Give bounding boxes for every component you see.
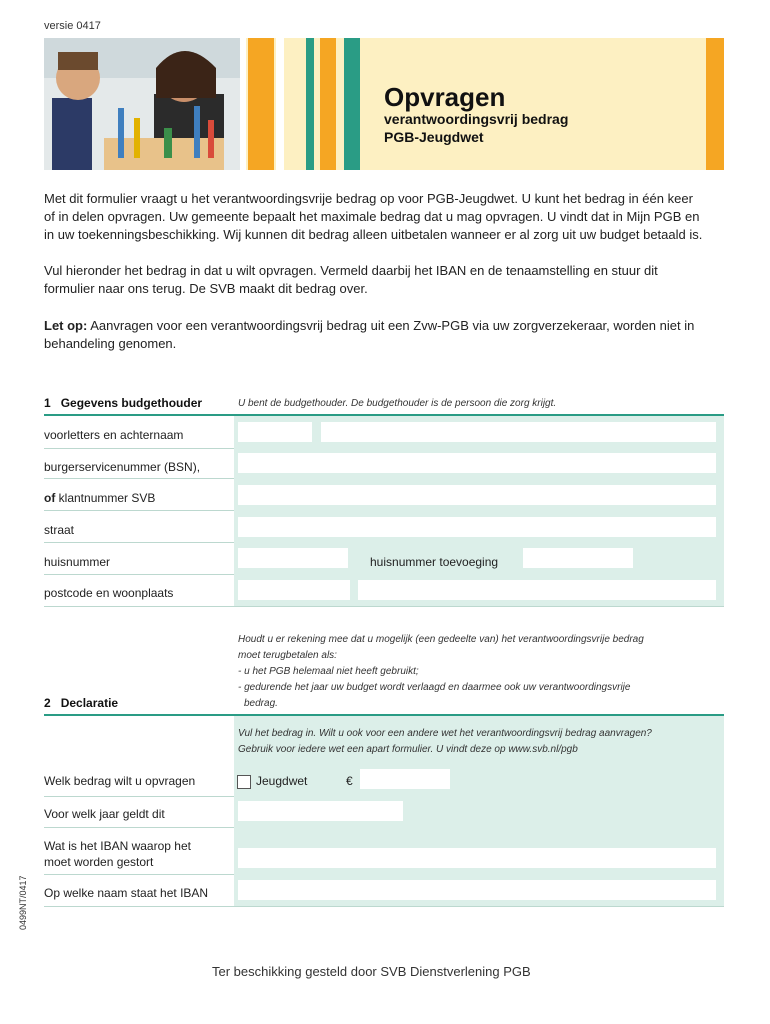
label-iban-line: moet worden gestort — [44, 855, 154, 869]
naam-input[interactable] — [238, 880, 716, 900]
straat-input[interactable] — [238, 517, 716, 537]
stripe — [240, 38, 246, 170]
row-divider — [44, 827, 234, 828]
section2-number: 2 — [44, 696, 51, 710]
row-divider — [44, 448, 234, 449]
toevoeging-input[interactable] — [523, 548, 633, 568]
label-iban-line: Wat is het IBAN waarop het — [44, 839, 191, 853]
stripe-orange — [320, 38, 336, 170]
jeugdwet-checkbox[interactable] — [237, 775, 251, 789]
note-line: bedrag. — [244, 698, 278, 709]
instruction-paragraph — [44, 262, 724, 298]
header-photo — [44, 38, 240, 170]
version-label: versie 0417 — [44, 20, 101, 32]
form-code: 0499NT/0417 — [18, 875, 28, 930]
postcode-input[interactable] — [238, 580, 350, 600]
iban-input[interactable] — [238, 848, 716, 868]
euro-symbol: € — [346, 774, 353, 788]
klantnummer-input[interactable] — [238, 485, 716, 505]
footer-text: Ter beschikking gesteld door SVB Dienstverlening PGB — [212, 964, 531, 979]
intro-line: Vul hieronder het bedrag in dat u wilt opvragen. Vermeld daarbij het IBAN en de tenaamstelling en stuur dit — [44, 263, 658, 278]
subtitle-line: verantwoordingsvrij bedrag — [384, 111, 569, 127]
initials-input[interactable] — [238, 422, 312, 442]
page-title: Opvragen — [384, 82, 506, 112]
label-klant — [44, 491, 155, 505]
stripe-orange — [706, 38, 724, 170]
warning-line: behandeling genomen. — [44, 336, 177, 351]
row-divider — [44, 510, 234, 511]
row-divider — [44, 542, 234, 543]
label-jeugdwet: Jeugdwet — [256, 774, 308, 788]
row-divider — [44, 874, 234, 875]
label-naam: Op welke naam staat het IBAN — [44, 886, 209, 900]
note-line: moet terugbetalen als: — [238, 650, 337, 661]
subtitle-line: PGB-Jeugdwet — [384, 129, 484, 145]
surname-input[interactable] — [321, 422, 716, 442]
section1-number: 1 — [44, 396, 51, 410]
warning-paragraph — [44, 317, 724, 353]
row-divider — [44, 796, 234, 797]
label-jaar: Voor welk jaar geldt dit — [44, 807, 165, 821]
page-subtitle — [384, 110, 568, 146]
label-bsn: burgerservicenummer (BSN), — [44, 460, 201, 474]
section2-heading — [44, 696, 118, 710]
woonplaats-input[interactable] — [358, 580, 716, 600]
section2-note — [238, 632, 644, 712]
note-line: - u het PGB helemaal niet heeft gebruikt; — [238, 666, 419, 677]
note-line: - gedurende het jaar uw budget wordt verlaagd en daarmee ook uw verantwoordingsvrije — [238, 682, 631, 693]
section1-field-area — [234, 416, 724, 607]
intro-paragraph — [44, 190, 724, 244]
section1-hint: U bent de budgethouder. De budgethouder is de persoon die zorg krijgt. — [238, 398, 557, 409]
note-line: Houdt u er rekening mee dat u mogelijk (een gedeelte van) het verantwoordingsvrije bedrag — [238, 634, 644, 645]
section1-heading — [44, 396, 202, 410]
instr-line: Vul het bedrag in. Wilt u ook voor een andere wet het verantwoordingsvrij bedrag aanvragen? — [238, 728, 652, 739]
section1-end-divider — [44, 606, 724, 607]
instr-line: Gebruik voor iedere wet een apart formulier. U vindt deze op www.svb.nl/pgb — [238, 744, 578, 755]
intro-line: Met dit formulier vraagt u het verantwoordingsvrije bedrag op voor PGB-Jeugdwet. U kunt het bedrag in één keer — [44, 191, 693, 206]
section2-instructions — [238, 726, 652, 758]
label-straat: straat — [44, 523, 75, 537]
stripe — [276, 38, 284, 170]
row-divider — [44, 478, 234, 479]
intro-line: formulier naar ons terug. De SVB maakt dit bedrag over. — [44, 281, 368, 296]
section2-title: Declaratie — [60, 696, 119, 710]
stripe-teal — [344, 38, 360, 170]
row-divider — [44, 574, 234, 575]
label-toevoeging: huisnummer toevoeging — [370, 555, 499, 569]
section1-title: Gegevens budgethouder — [60, 396, 203, 410]
bsn-input[interactable] — [238, 453, 716, 473]
warning-bold: Let op: — [44, 318, 88, 333]
intro-line: of in delen opvragen. Uw gemeente bepaalt het maximale bedrag dat u mag opvragen. U vindt dat in Mijn PGB en — [44, 209, 700, 224]
intro-line: in uw toekenningsbeschikking. Wij kunnen dit bedrag alleen uitbetalen wanneer er al zorg uit uw budget betaald is. — [44, 227, 703, 242]
label-bedrag: Welk bedrag wilt u opvragen — [44, 774, 196, 788]
label-postcode: postcode en woonplaats — [44, 586, 174, 600]
label-klantnummer: klantnummer SVB — [58, 491, 156, 505]
label-of: of — [44, 491, 56, 505]
label-name: voorletters en achternaam — [44, 428, 184, 442]
label-huisnummer: huisnummer — [44, 555, 111, 569]
warning-line: Aanvragen voor een verantwoordingsvrij bedrag uit een Zvw-PGB via uw zorgverzekeraar, worden niet in — [90, 318, 695, 333]
label-iban — [44, 838, 191, 870]
section2-end-divider — [44, 906, 724, 907]
huisnummer-input[interactable] — [238, 548, 348, 568]
bedrag-input[interactable] — [360, 769, 450, 789]
stripe-teal — [306, 38, 314, 170]
jaar-input[interactable] — [238, 801, 403, 821]
stripe-orange — [248, 38, 274, 170]
